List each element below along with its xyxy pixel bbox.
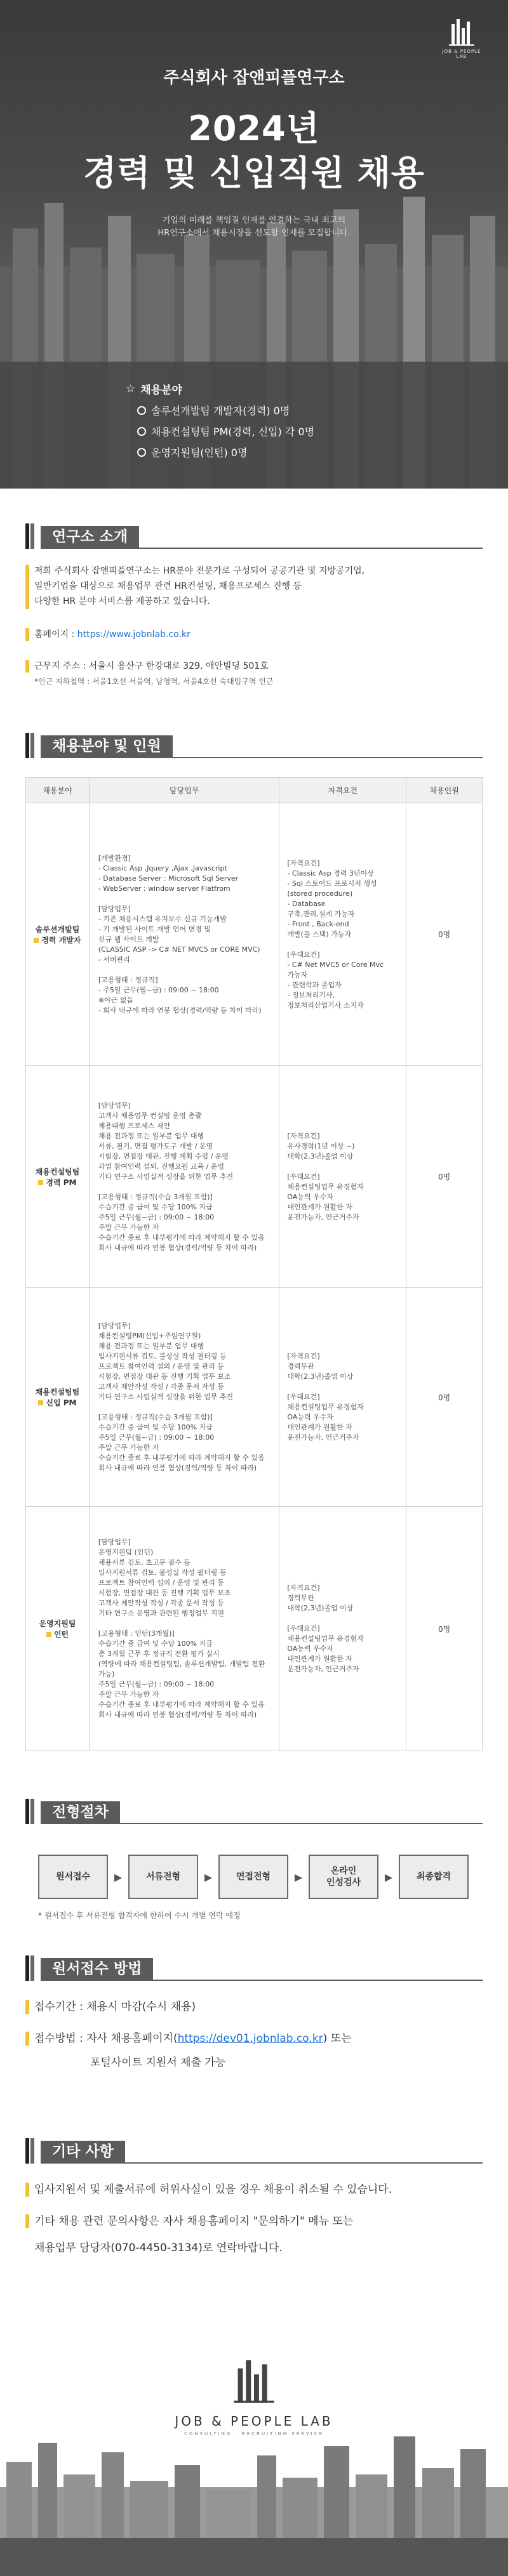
table-header-row (26, 778, 483, 803)
square-bullet-icon (34, 938, 39, 943)
process-step (38, 1855, 108, 1899)
intro-paragraph (34, 563, 479, 609)
homepage-link[interactable]: https://www.jobnlab.co.kr (77, 629, 190, 640)
circle-bullet-icon (137, 427, 146, 436)
duties-cell: [담당업무] 운영지원팀 (인턴) 채용서류 검토, 초고문 점수 등 입사지원서류 검토, 불성실 작성 필터링 등 프로젝트 참여인력 섭외 / 운영 및 관리 등 시험장, 면접장 대관 등 진행 기획 업무 보조 고객사 제안작성 작성 / 각종 문서 작성 등 기타 연구소 운영과 관련된 행정업무 지원 [고용형태 : 인턴(3개월)] 수습기간 중 급여 및 수당 100% 지급 총 3개월 근무 후 정규직 전환 평가 실시 (역량에 따라 채용컨설팅팀, 솔루션개발팀, 개발팀 전환가능) 주5일 근무(월~금) : 09:00 ~ 18:00 주말 근무 가능한 자 수습기간 종료 후 내부평가에 따라 계약해지 할 수 있음 회사 내규에 따라 연봉 협상(경력/역량 등 차이 따라) (89, 1507, 279, 1751)
headcount-cell: 0명 (406, 1507, 483, 1751)
intro-line: 저희 주식회사 잡앤피플연구소는 HR분야 전문가로 구성되어 공공기관 및 지방공기업, (34, 566, 365, 576)
circle-bullet-icon (137, 406, 146, 415)
accent-bar (25, 660, 29, 673)
etc-item: 입사지원서 및 제출서류에 허위사실이 있을 경우 채용이 취소될 수 있습니다. (34, 2183, 392, 2196)
footer-logo-sub: CONSULTING · RECRUITING SERVICE (184, 2431, 324, 2436)
qualifications-cell: [자격요건] 경력무관 대학(2,3년)졸업 이상 [우대요건] 채용컨설팅업무 유경험자 OA능력 우수자 대인관계가 원활한 자 운전가능자, 인근거주자 (279, 1288, 406, 1507)
process-note: * 원서접수 후 서류전형 합격자에 한하여 수시 개별 연락 예정 (38, 1911, 241, 1920)
section-title: 기타 사항 (41, 2141, 125, 2162)
address-text: 근무지 주소 : 서울시 용산구 한강대로 329, 애안빌딩 501호 (34, 661, 269, 671)
field-summary-item (137, 424, 392, 438)
duties-cell: [담당업무] 채용컨설팅PM(신입+주임연구원) 채용 전과정 또는 일부분 업무 대행 입사지원서류 검토, 불성실 작성 필터링 등 프로젝트 참여인력 섭외 / 운영 및 관리 등 시험장, 면접장 대관 등 진행 기획 업무 보조 고객사 제안작성 작성 / 각종 문서 작성 등 기타 연구소 사업실적 성장을 위한 업무 추진 [고용형태 : 정규직(수습 3개월 포함)] 수습기간 중 급여 및 수당 100% 지급 주5일 근무(월~금) : 09:00 ~ 18:00 주말 근무 가능한 자 수습기간 종료 후 내부평가에 따라 계약해지 할 수 있음 회사 내규에 따라 연봉 협상(경력/역량 등 차이 따라) (89, 1288, 279, 1507)
column-header: 자격요건 (279, 778, 406, 803)
company-name: 주식회사 잡앤피플연구소 (163, 69, 345, 88)
homepage-line (34, 627, 479, 642)
column-header: 담당업무 (89, 778, 279, 803)
duties-cell: [개발환경] - Classic Asp ,Jquery ,Ajax ,Javascript - Database Server : Microsoft Sql Server - WebServer : window server Flatfrom [담당업무] - 기존 채용시스템 유지보수 신규 기능개발 - 기 개발된 사이트 개발 언어 변경 및 신규 웹 사이트 개발 (CLASSIC ASP -> C# NET MVC5 or CORE MVC) - 서버관리 [고용형태 : 정규직] - 주5일 근무(월~금) : 09:00 ~ 18:00 ※야근 없음 - 회사 내규에 따라 연봉 협상(경력/역량 등 차이 따라) (89, 803, 279, 1066)
table-row (26, 1066, 483, 1288)
field-name: 채용컨설팅팀 (35, 1388, 80, 1396)
field-type: 신입 PM (46, 1398, 77, 1407)
section-header-apply (25, 1955, 483, 1981)
section-divider (41, 1980, 483, 1981)
etc-item-line: 기타 채용 관련 문의사항은 자사 채용홈페이지 "문의하기" 메뉴 또는 (34, 2215, 354, 2228)
section-divider (41, 757, 483, 758)
apply-method (34, 2029, 352, 2072)
field-name: 채용컨설팅팀 (35, 1167, 80, 1176)
footer-skyline-image (0, 2430, 508, 2576)
headcount-cell: 0명 (406, 803, 483, 1066)
etc-item-line: 채용업무 담당자(070-4450-3134)로 연락바랍니다. (34, 2242, 283, 2254)
company-logo (439, 19, 484, 59)
field-summary-text: 솔루션개발팀 개발자(경력) 0명 (151, 405, 290, 417)
footer-logo-text: JOB & PEOPLE LAB (175, 2414, 333, 2429)
headcount-cell: 0명 (406, 1066, 483, 1288)
table-row (26, 1288, 483, 1507)
qualifications-cell: [자격요건] 경력무관 대학(2,3년)졸업 이상 [우대요건] 채용컨설팅업무 유경험자 OA능력 우수자 대인관계가 원활한 자 운전가능자, 인근거주자 (279, 1507, 406, 1751)
logo-mark-icon (232, 2360, 276, 2405)
field-cell (26, 1066, 90, 1288)
hero-description (0, 214, 508, 240)
section-title: 채용분야 및 인원 (41, 735, 173, 757)
accent-bar (25, 628, 29, 641)
fields-summary-title (126, 381, 392, 397)
section-header-process (25, 1799, 483, 1824)
step-label: 원서접수 (55, 1872, 91, 1882)
fields-title-text: 채용분야 (140, 384, 182, 397)
arrow-right-icon: ▶ (384, 1870, 393, 1883)
field-type: 인턴 (53, 1630, 69, 1639)
section-bar-icon (25, 733, 34, 758)
section-title: 원서접수 방법 (41, 1958, 153, 1980)
footer (0, 2322, 508, 2576)
duties-cell: [담당업무] 고객사 채용업무 컨설팅 운영 총괄 채용대행 프로세스 제안 채용 전과정 또는 일부분 업무 대행 서류, 필기, 면접 평가도구 개발 / 운영 시험장, 면접장 대관, 진행 계획 수립 / 운영 과업 참여인력 섭외, 진행요원 교육 / 운영 기타 연구소 사업실적 성장을 위한 업무 추진 [고용형태 : 정규직(수습 3개월 포함)] 수습기간 중 급여 및 수당 100% 지급 주5일 근무(월~금) : 09:00 ~ 18:00 주말 근무 가능한 자 수습기간 종료 후 내부평가에 따라 계약해지 할 수 있음 회사 내규에 따라 연봉 협상(경력/역량 등 차이 따라) (89, 1066, 279, 1288)
arrow-right-icon: ▶ (294, 1870, 303, 1883)
process-steps (38, 1855, 476, 1899)
step-label: 온라인 인성검사 (326, 1866, 361, 1888)
footer-logo (0, 2360, 508, 2436)
arrow-right-icon: ▶ (204, 1870, 213, 1883)
table-row (26, 1507, 483, 1751)
field-type: 경력 PM (46, 1178, 77, 1187)
step-label: 서류전형 (145, 1872, 181, 1882)
positions-table (25, 777, 483, 1751)
hero-desc-line: HR연구소에서 채용시장을 선도할 인재를 모집합니다. (157, 228, 351, 238)
apply-method-line2: 포털사이트 지원서 제출 가능 (90, 2056, 226, 2069)
hero-title-year: 2024년 (188, 108, 320, 148)
section-bar-icon (25, 523, 34, 549)
hero-banner (0, 0, 508, 489)
field-name: 솔루션개발팀 (35, 924, 80, 934)
address-block (34, 659, 479, 689)
process-step (128, 1855, 198, 1899)
apply-period: 접수기간 : 채용시 마감(수시 채용) (34, 2001, 196, 2013)
hero-title: 경력 및 신입직원 채용 (83, 153, 425, 193)
section-divider (41, 1823, 483, 1824)
process-step (399, 1855, 469, 1899)
section-bar-icon (25, 1955, 34, 1981)
section-bar-icon (25, 1799, 34, 1824)
transit-note: *인근 지하철역 : 서울1호선 서울역, 남영역, 서울4호선 숙대입구역 인근 (34, 677, 274, 686)
star-icon: ☆ (126, 382, 136, 395)
field-summary-text: 운영지원팀(인턴) 0명 (151, 447, 248, 459)
section-header-positions (25, 733, 483, 758)
field-cell (26, 803, 90, 1066)
field-name: 운영지원팀 (39, 1619, 76, 1628)
section-title: 전형절차 (41, 1801, 120, 1823)
section-header-intro (25, 523, 483, 549)
etc-item (34, 2212, 353, 2257)
accent-bar (25, 565, 29, 609)
recruit-fields-summary (126, 381, 392, 476)
hero-desc-line: 기업의 미래를 책임질 인재를 연결하는 국내 최고의 (162, 216, 346, 225)
field-type: 경력 개발자 (41, 935, 81, 945)
arrow-right-icon: ▶ (114, 1870, 123, 1883)
accent-bar (25, 2000, 29, 2014)
intro-line: 일반기업을 대상으로 채용업무 관련 HR컨설팅, 채용프로세스 진행 등 (34, 581, 302, 591)
section-header-etc (25, 2138, 483, 2164)
qualifications-cell: [자격요건] 유사경력(1년 이상 ~) 대학(2,3년)졸업 이상 [우대요건] 채용컨설팅업무 유경험자 OA능력 우수자 대인관계가 원활한 자 운전가능자, 인근거주자 (279, 1066, 406, 1288)
accent-bar (25, 2032, 29, 2046)
table-row (26, 803, 483, 1066)
apply-method-text: 접수방법 : 자사 채용홈페이지( (34, 2032, 178, 2045)
circle-bullet-icon (137, 448, 146, 457)
step-label: 면접전형 (236, 1872, 271, 1882)
step-label: 최종합격 (416, 1872, 451, 1882)
field-summary-item (137, 445, 392, 459)
field-cell (26, 1288, 90, 1507)
square-bullet-icon (38, 1180, 43, 1185)
section-bar-icon (25, 2138, 34, 2164)
section-title: 연구소 소개 (41, 526, 139, 548)
homepage-label: 홈페이지 : (34, 629, 77, 640)
column-header: 채용인원 (406, 778, 483, 803)
intro-line: 다양한 HR 분야 서비스를 제공하고 있습니다. (34, 596, 210, 607)
apply-method-text: ) 또는 (323, 2032, 352, 2045)
column-header: 채용분야 (26, 778, 90, 803)
logo-text: JOB & PEOPLE LAB (442, 49, 481, 59)
process-step (218, 1855, 288, 1899)
accent-bar (25, 2183, 29, 2197)
field-summary-item (137, 403, 392, 417)
qualifications-cell: [자격요건] - Classic Asp 경력 3년이상 - Sql 스토어드 프로시저 생성 (stored procedure) - Database 구축,관리,설계 가능자 - Front , Back-end 개발(풀 스택) 가능자 [우대요건] - C# Net MVC5 or Core Mvc 가능자 - 관련학과 졸업자 - 정보처리기사, 정보처리산업기사 소지자 (279, 803, 406, 1066)
square-bullet-icon (38, 1400, 43, 1405)
field-cell (26, 1507, 90, 1751)
field-summary-text: 채용컨설팅팀 PM(경력, 신입) 각 0명 (151, 426, 315, 438)
apply-site-link[interactable]: https://dev01.jobnlab.co.kr (177, 2032, 323, 2045)
section-divider (41, 2162, 483, 2164)
headcount-cell: 0명 (406, 1288, 483, 1507)
process-step (309, 1855, 378, 1899)
square-bullet-icon (46, 1632, 51, 1637)
accent-bar (25, 2214, 29, 2228)
section-divider (41, 548, 483, 549)
